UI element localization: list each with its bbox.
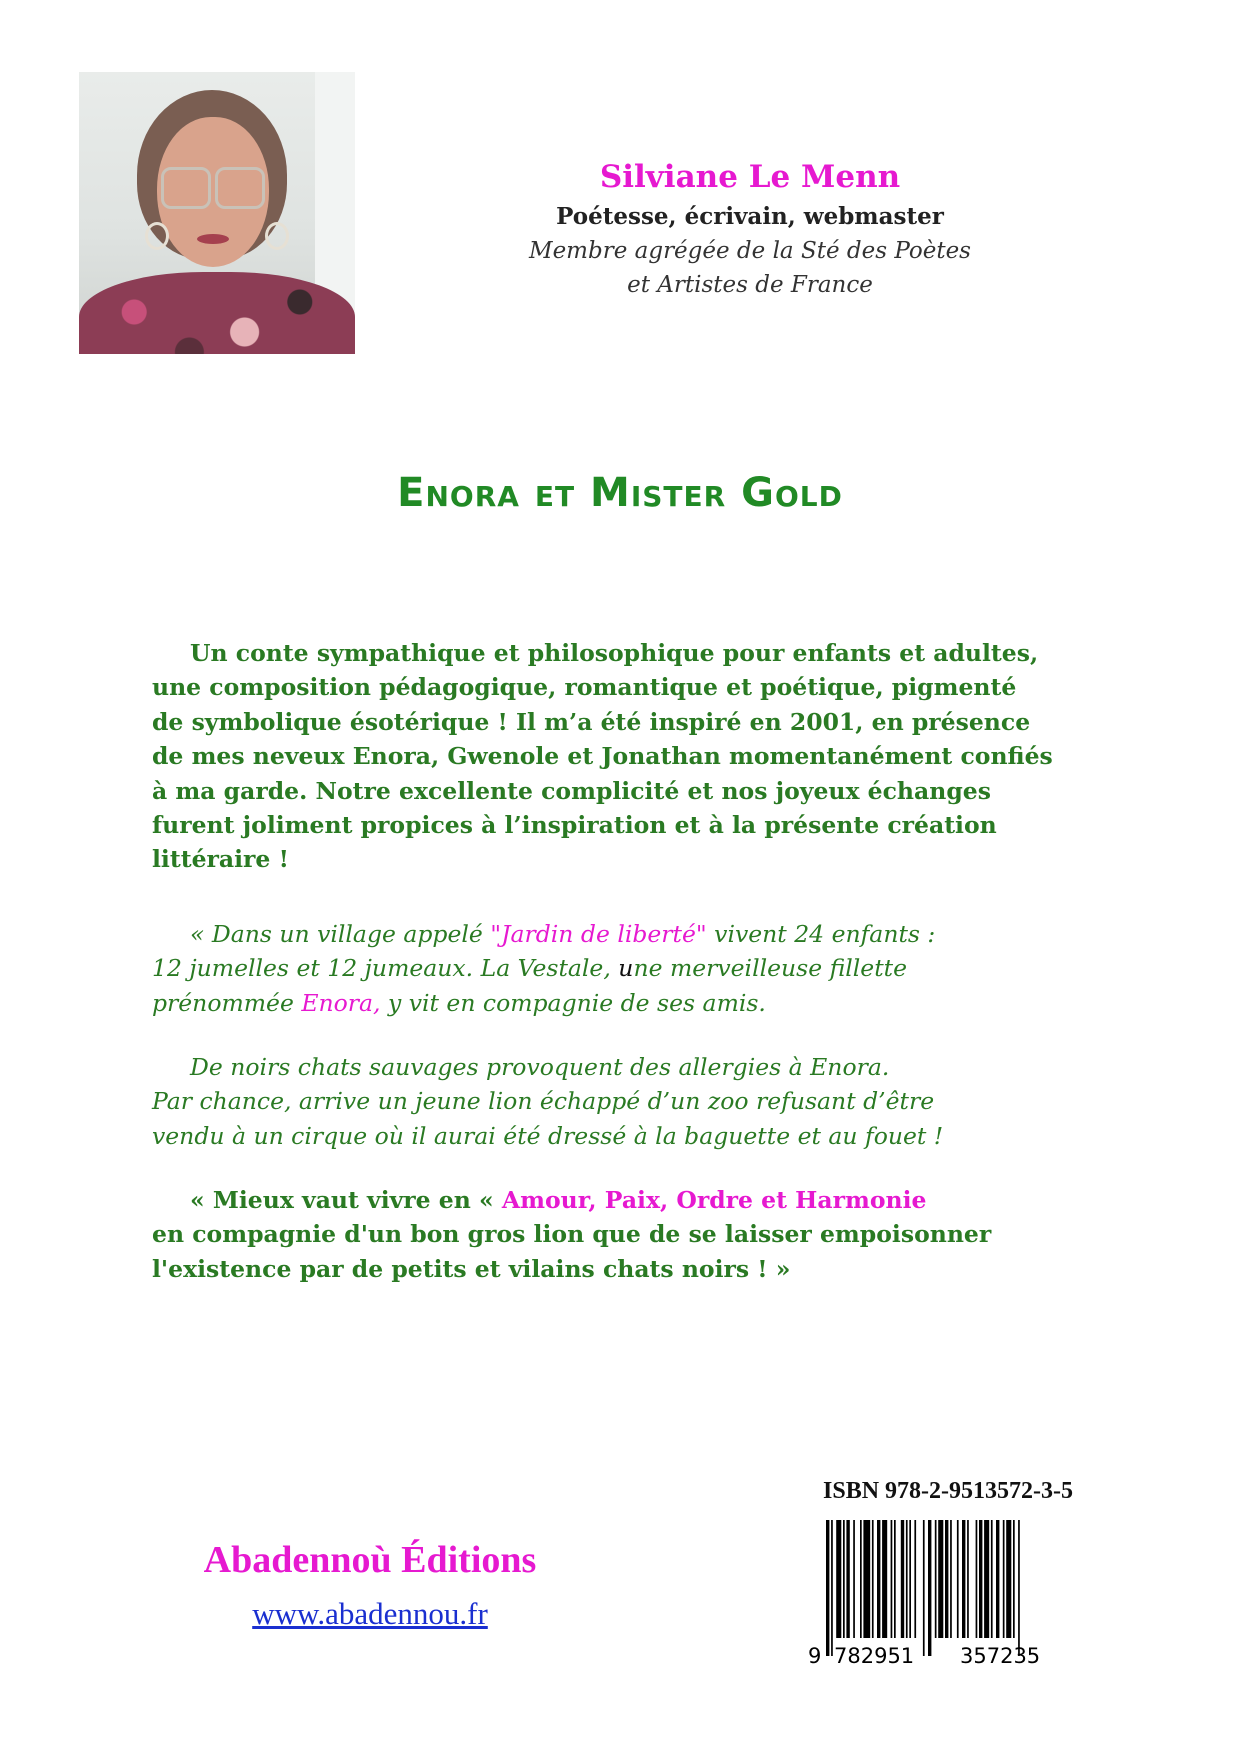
barcode-bar [991,1520,993,1638]
barcode-bar [836,1520,841,1638]
p3-line: Par chance, arrive un jeune lion échappé d’un zoo refusant d’être [152,1087,935,1116]
description-paragraph-3 [152,1050,1082,1153]
barcode-bar [906,1520,908,1638]
p1-line: une composition pédagogique, romantique et poétique, pigmenté [152,673,1017,702]
author-name: Silviane Le Menn [599,159,901,195]
barcode-bar [935,1520,937,1638]
barcode-bar [967,1520,969,1638]
author-photo [79,72,355,354]
isbn-label: ISBN 978-2-9513572-3-5 [823,1478,1073,1504]
barcode-bar [846,1520,849,1638]
p4-line: l'existence par de petits et vilains chats noirs ! » [152,1254,791,1283]
barcode-bar [962,1520,965,1638]
p2-text: 12 jumelles et 12 jumeaux. La Vestale, [152,954,619,983]
barcode-bar [860,1520,862,1638]
barcode-bar [979,1520,982,1638]
publisher-name: Abadennoù Éditions [203,1539,537,1581]
barcode-bar [891,1520,893,1638]
publisher-website-wrap [0,1596,740,1632]
barcode-bar [877,1520,880,1638]
p2-text: vivent 24 enfants : [706,920,936,948]
description-paragraph-4 [152,1183,1082,1286]
publisher-website-link[interactable]: www.abadennou.fr [252,1596,488,1631]
p4-line: en compagnie d'un bon gros lion que de se laisser empoisonner [152,1220,992,1249]
author-block [500,158,1000,302]
barcode-bar [1003,1520,1005,1638]
p1-line: Un conte sympathique et philosophique pour enfants et adultes, [190,639,1039,667]
barcode-bar [1018,1520,1020,1656]
p2-text: ne merveilleuse fillette [633,954,907,983]
author-role: Poétesse, écrivain, webmaster [556,203,944,230]
barcode-bar [923,1520,925,1656]
p4-text: « Mieux vaut vivre en « [190,1186,502,1214]
motto: Amour, Paix, Ordre et Harmonie [501,1186,927,1214]
barcode-bar [901,1520,904,1638]
barcode-bar [826,1520,829,1656]
p3-line: vendu à un cirque où il aurai été dressé à la baguette et au fouet ! [152,1121,944,1150]
barcode-bar [894,1520,896,1638]
barcode-bar [882,1520,887,1638]
p2-text: u [618,954,634,983]
author-membership-line1: Membre agrégée de la Sté des Poètes [529,238,971,264]
description-paragraph-1 [152,636,1082,877]
barcode-bar [1013,1520,1015,1638]
p1-line: à ma garde. Notre excellente complicité et nos joyeux échanges [152,776,991,805]
barcode-group1: 782951 [834,1644,915,1668]
barcode-bar [996,1520,999,1638]
barcode-bar [928,1520,931,1656]
character-name: Enora, [301,988,381,1017]
p2-text: prénommée [152,988,302,1017]
barcode-bar [863,1520,870,1638]
barcode-bar [1006,1520,1011,1638]
barcode-first-digit: 9 [808,1644,822,1668]
book-title: Enora et Mister Gold [397,470,843,516]
p2-text: y vit en compagnie de ses amis. [380,988,766,1017]
p1-line: de mes neveux Enora, Gwenole et Jonathan momentanément confiés [152,742,1053,771]
village-name: "Jardin de liberté" [490,920,707,948]
barcode-bar [914,1520,916,1638]
barcode-bar [945,1520,948,1638]
p3-line: De noirs chats sauvages provoquent des allergies à Enora. [190,1053,890,1081]
barcode-bar [950,1520,952,1638]
barcode-group2: 357235 [960,1644,1041,1668]
barcode-bar [853,1520,855,1638]
p2-text: « Dans un village appelé [190,920,491,948]
barcode-bar [938,1520,943,1638]
barcode-bar [984,1520,989,1638]
barcode-bar [957,1520,959,1638]
barcode-bar [831,1520,833,1656]
barcode-bar [872,1520,874,1638]
barcode-bar [976,1520,978,1638]
barcode-bar [843,1520,845,1638]
barcode-bar [909,1520,911,1638]
p1-line: littéraire ! [152,845,289,874]
author-membership-line2: et Artistes de France [627,272,873,298]
p1-line: de symbolique ésotérique ! Il m’a été inspiré en 2001, en présence [152,707,1031,736]
barcode [800,1520,1088,1668]
p1-line: furent joliment propices à l’inspiration et à la présente création [152,811,997,840]
description-paragraph-2 [152,917,1082,1020]
